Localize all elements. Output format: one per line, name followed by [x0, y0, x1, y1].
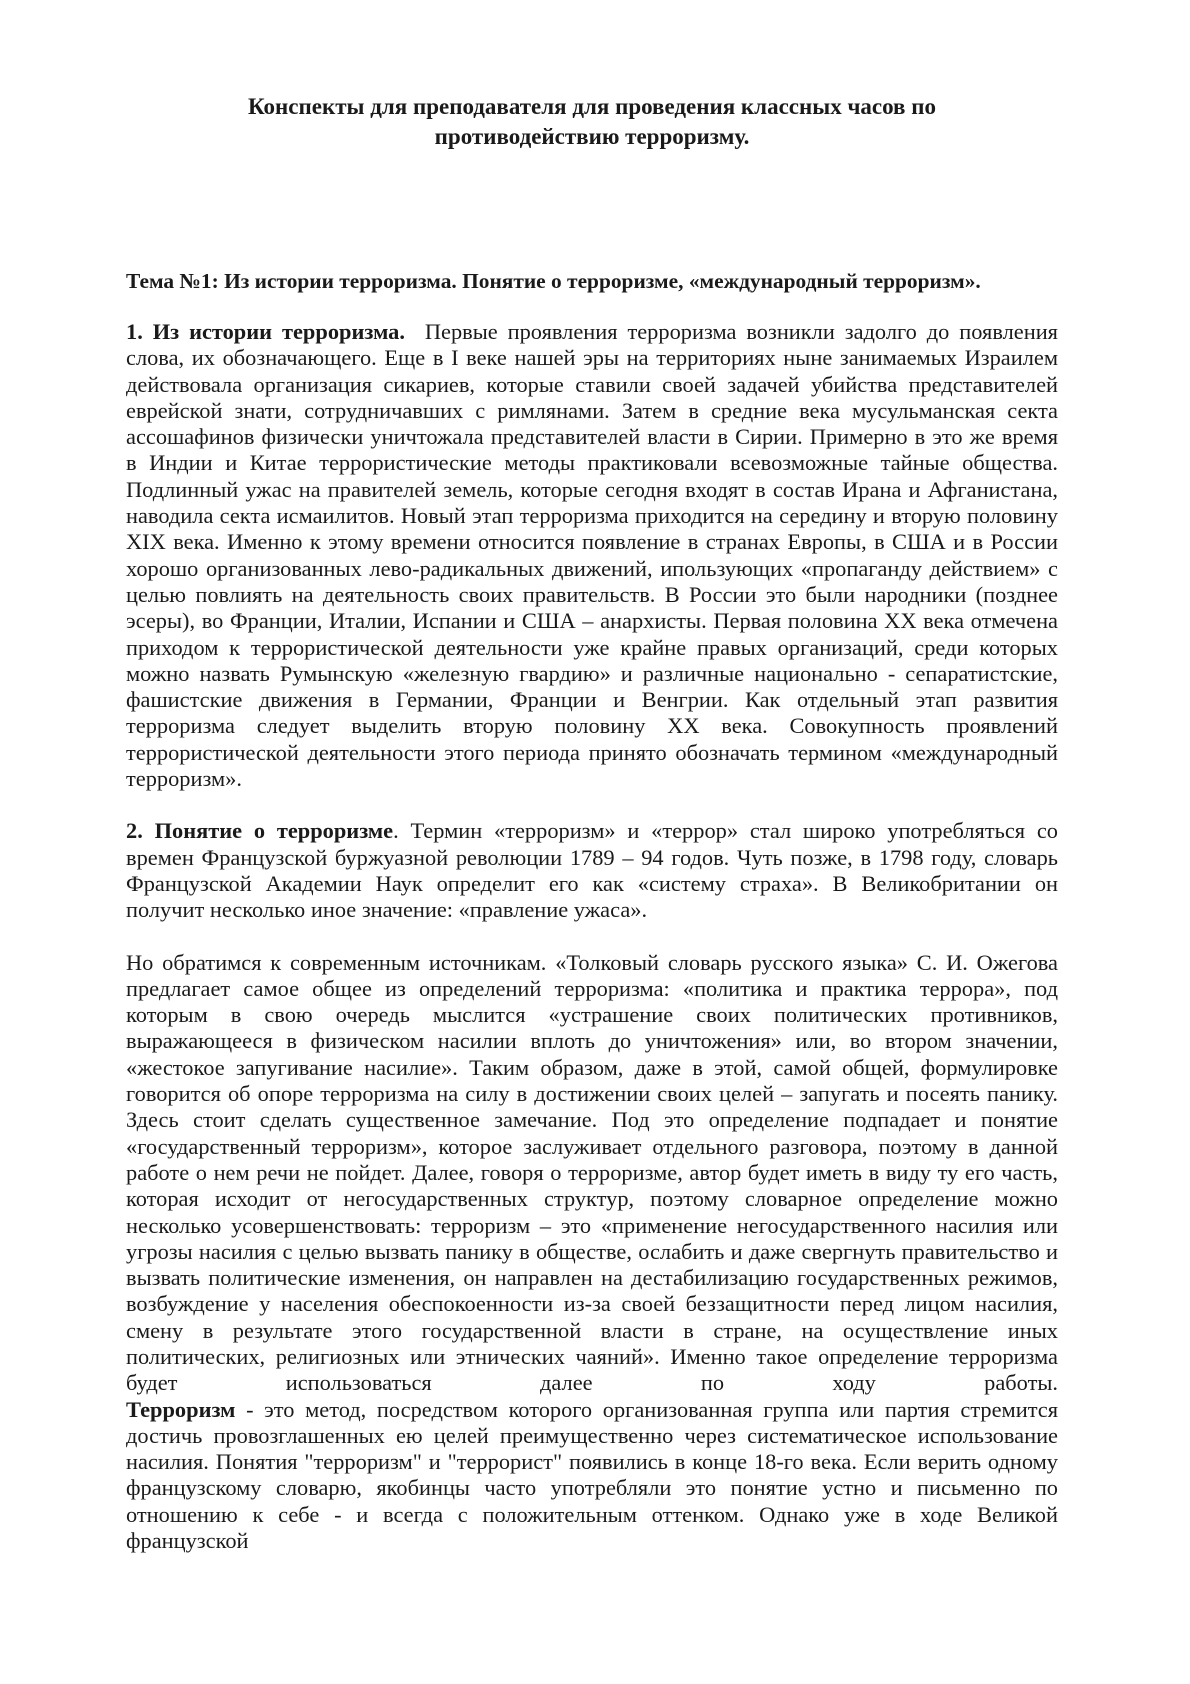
definition-text: - это метод, посредством которого организованная группа или партия стремится достичь провозглашенных ею целей преимущественно через систематическое использование насилия. Понятия "терроризм" и "террорист" появились в конце 18-го века. Если верить одному французскому словарю, якобинцы часто употребляли это понятие устно и письменно по отношению к себе - и всегда с положительным оттенком. Однако уже в ходе Великой французской: [126, 1396, 1058, 1554]
section-2-paragraph: [126, 818, 1058, 923]
definitions-paragraph: Но обратимся к современным источникам. «Толковый словарь русского языка» С. И. Ожегова предлагает самое общее из определений терроризма: «политика и практика террора», под которым в свою очередь мыслится «устрашение своих политических противников, выражающееся в физическом насилии вплоть до уничтожения» или, во втором значении, «жестокое запугивание насилие». Таким образом, даже в этой, самой общей, формулировке говорится об опоре терроризма на силу в достижении своих целей – запугать и посеять панику. Здесь стоит сделать существенное замечание. Под это определение подпадает и понятие «государственный терроризм», которое заслуживает отдельного разговора, поэтому в данной работе о нем речи не пойдет. Далее, говоря о терроризме, автор будет иметь в виду ту его часть, которая исходит от негосударственных структур, поэтому словарное определение можно несколько усовершенствовать: терроризм – это «применение негосударственного насилия или угрозы насилия с целью вызвать панику в обществе, ослабить и даже свергнуть правительство и вызвать политические изменения, он направлен на дестабилизацию государственных режимов, возбуждение у населения обеспокоенности из-за своей беззащитности перед лицом насилия, смену в результате этого государственной власти в стране, на осуществление иных политических, религиозных или этнических чаяний». Именно такое определение терроризма будет использоваться далее по ходу работы.: [126, 949, 1058, 1396]
topic-heading: Тема №1: Из истории терроризма. Понятие о терроризме, «международный терроризм».: [126, 269, 981, 293]
section-1-heading: 1. Из истории терроризма.: [126, 319, 405, 344]
section-2-text: . Термин «терроризм» и «террор» стал широко употребляться со времен Французской буржуазной революции 1789 – 94 годов. Чуть позже, в 1798 году, словарь Французской Академии Наук определит его как «систему страха». В Великобритании он получит несколько иное значение: «правление ужаса».: [126, 818, 1058, 923]
document-title-line-2: противодействию терроризму.: [434, 124, 750, 149]
section-1-paragraph: [126, 319, 1058, 792]
definition-term: Терроризм: [126, 1396, 236, 1422]
document-page: [126, 92, 1058, 1554]
terrorism-definition-paragraph: [126, 1397, 1058, 1555]
document-title: [126, 92, 1058, 152]
section-2-heading: 2. Понятие о терроризме: [126, 818, 394, 844]
document-title-line-1: Конспекты для преподавателя для проведения классных часов по: [248, 94, 936, 119]
section-1-text: Первые проявления терроризма возникли задолго до появления слова, их обозначающего. Еще в I веке нашей эры на территориях ныне занимаемых Израилем действовала организация сикариев, которые ставили своей задачей убийства представителей еврейской знати, сотрудничавших с римлянами. Затем в средние века мусульманская секта ассошафинов физически уничтожала представителей власти в Сирии. Примерно в это же время в Индии и Китае террористические методы практиковали всевозможные тайные общества. Подлинный ужас на правителей земель, которые сегодня входят в состав Ирана и Афганистана, наводила секта исмаилитов. Новый этап терроризма приходится на середину и вторую половину XIX века. Именно к этому времени относится появление в странах Европы, в США и в России хорошо организованных лево-радикальных движений, ипользующих «пропаганду действием» с целью повлиять на деятельность своих правительств. В России это были народники (позднее эсеры), во Франции, Италии, Испании и США – анархисты. Первая половина XX века отмечена приходом к террористической деятельности уже крайне правых организаций, среди которых можно назвать Румынскую «железную гвардию» и различные национально - сепаратистские, фашистские движения в Германии, Франции и Венгрии. Как отдельный этап развития терроризма следует выделить вторую половину XX века. Совокупность проявлений террористической деятельности этого периода принято обозначать термином «международный терроризм».: [126, 319, 1058, 792]
